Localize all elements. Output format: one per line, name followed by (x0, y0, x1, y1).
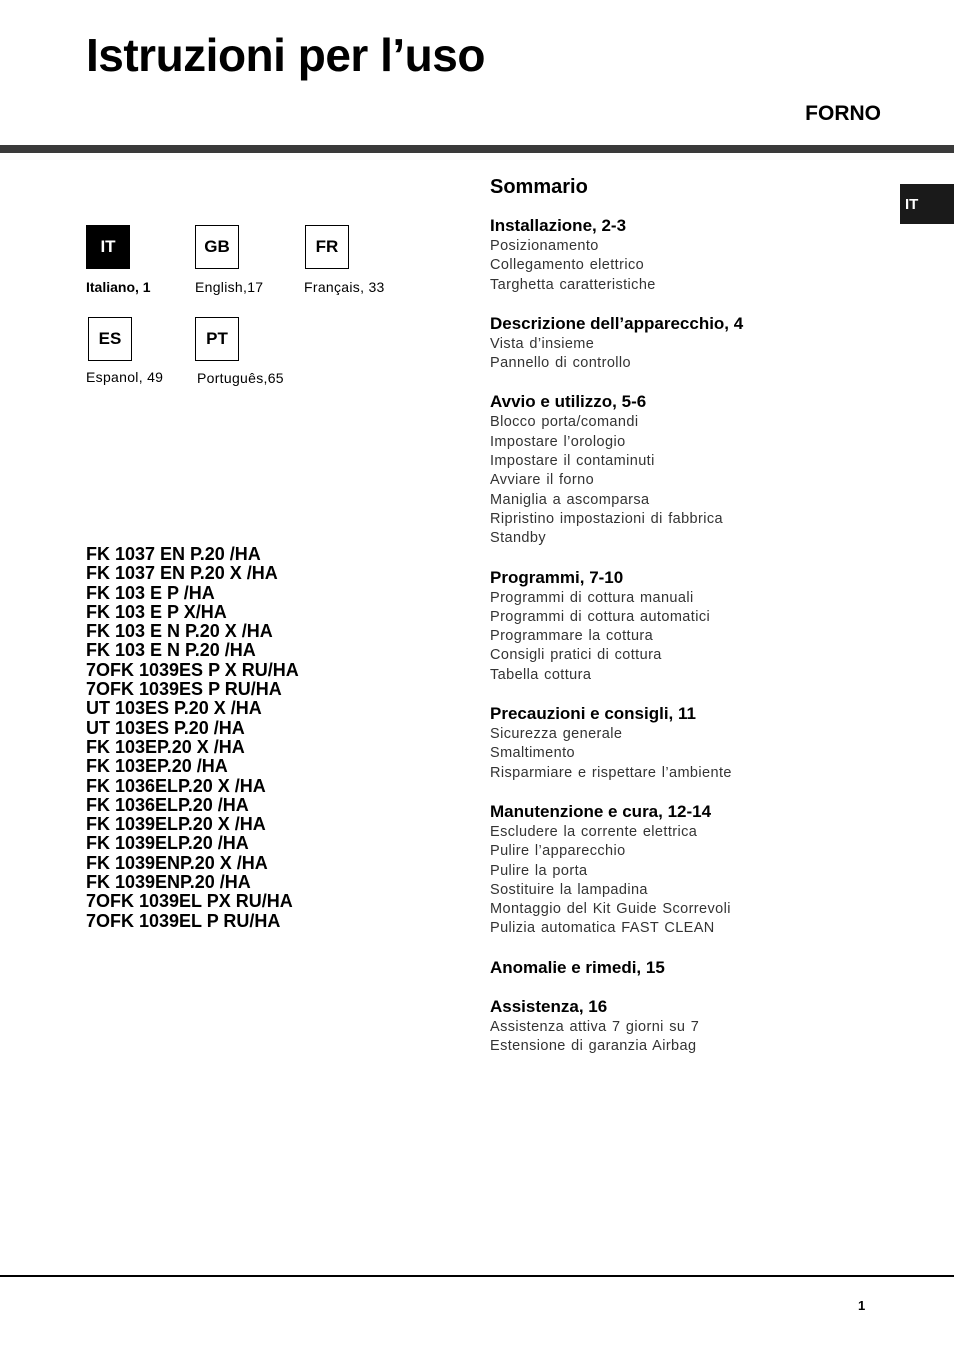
lang-label-gb[interactable]: English,17 (195, 279, 264, 295)
toc-item[interactable]: Programmi di cottura manuali (490, 589, 694, 606)
toc-section-title[interactable]: Avvio e utilizzo, 5-6 (490, 392, 647, 412)
toc-section-descrizione (490, 313, 890, 374)
toc-item[interactable]: Posizionamento (490, 238, 599, 254)
toc-item[interactable]: Programmare la cottura (490, 628, 654, 645)
model-item: FK 103EP.20 /HA (86, 756, 228, 777)
lang-box-fr[interactable]: FR (305, 225, 349, 269)
model-item: FK 1036ELP.20 X /HA (86, 775, 266, 796)
model-list (86, 545, 299, 931)
model-item: FK 1037 EN P.20 /HA (86, 544, 261, 564)
toc-section-title[interactable]: Programmi, 7-10 (490, 567, 624, 587)
lang-label-fr[interactable]: Français, 33 (304, 279, 385, 295)
toc-item[interactable]: Smaltimento (490, 745, 575, 762)
table-of-contents (490, 176, 890, 1074)
toc-item[interactable]: Maniglia a ascomparsa (490, 491, 650, 508)
toc-item[interactable]: Targhetta caratteristiche (490, 276, 656, 293)
toc-item[interactable]: Avviare il forno (490, 472, 595, 489)
toc-section-assistenza (490, 996, 890, 1057)
toc-title: Sommario (490, 176, 588, 198)
toc-item[interactable]: Impostare l’orologio (490, 433, 626, 450)
toc-section-avvio (490, 391, 890, 548)
toc-section-anomalie (490, 957, 890, 978)
lang-box-pt[interactable]: PT (195, 317, 239, 361)
toc-item[interactable]: Pulire l’apparecchio (490, 843, 626, 860)
toc-section-manutenzione (490, 801, 890, 939)
lang-box-gb[interactable]: GB (195, 225, 239, 269)
model-item: FK 1039ENP.20 /HA (86, 872, 251, 893)
model-item: UT 103ES P.20 X /HA (86, 698, 262, 719)
model-item: UT 103ES P.20 /HA (86, 717, 245, 738)
lang-label-pt[interactable]: Português,65 (197, 370, 284, 386)
toc-item[interactable]: Vista d’insieme (490, 335, 595, 352)
toc-item[interactable]: Impostare il contaminuti (490, 453, 655, 470)
toc-item[interactable]: Blocco porta/comandi (490, 414, 639, 431)
lang-box-it[interactable]: IT (86, 225, 130, 269)
model-item: FK 1037 EN P.20 X /HA (86, 563, 278, 584)
model-item: FK 103 E N P.20 X /HA (86, 621, 273, 642)
toc-item[interactable]: Escludere la corrente elettrica (490, 823, 698, 840)
model-item: FK 1039ELP.20 X /HA (86, 814, 266, 835)
toc-section-title[interactable]: Assistenza, 16 (490, 996, 608, 1016)
toc-item[interactable]: Sicurezza generale (490, 726, 623, 743)
lang-box-es[interactable]: ES (88, 317, 132, 361)
toc-section-title[interactable]: Precauzioni e consigli, 11 (490, 704, 696, 724)
toc-section-installazione (490, 215, 890, 295)
header-divider (0, 145, 954, 153)
model-item: FK 103 E P X/HA (86, 601, 227, 622)
model-item: FK 1036ELP.20 /HA (86, 794, 249, 815)
toc-item[interactable]: Assistenza attiva 7 giorni su 7 (490, 1018, 700, 1035)
toc-section-precauzioni (490, 703, 890, 783)
language-side-tab: IT (900, 184, 954, 224)
toc-item[interactable]: Montaggio del Kit Guide Scorrevoli (490, 901, 731, 918)
toc-item[interactable]: Standby (490, 530, 547, 547)
toc-section-title[interactable]: Manutenzione e cura, 12-14 (490, 801, 712, 821)
toc-item[interactable]: Consigli pratici di cottura (490, 647, 662, 664)
model-item: FK 103 E N P.20 /HA (86, 640, 256, 661)
toc-item[interactable]: Programmi di cottura automatici (490, 608, 711, 625)
lang-label-es[interactable]: Espanol, 49 (86, 369, 164, 385)
toc-item[interactable]: Tabella cottura (490, 666, 592, 683)
toc-item[interactable]: Ripristino impostazioni di fabbrica (490, 510, 723, 527)
toc-item[interactable]: Pulire la porta (490, 862, 588, 879)
product-name: FORNO (805, 102, 881, 125)
model-item: FK 1039ENP.20 X /HA (86, 852, 268, 873)
page-number: 1 (858, 1298, 866, 1313)
page-title: Istruzioni per l’uso (86, 29, 485, 81)
model-item: 7OFK 1039EL PX RU/HA (86, 891, 293, 912)
toc-item[interactable]: Collegamento elettrico (490, 257, 645, 274)
footer-divider (0, 1275, 954, 1277)
toc-section-title[interactable]: Installazione, 2-3 (490, 216, 627, 235)
model-item: FK 1039ELP.20 /HA (86, 833, 249, 854)
model-item: FK 103 E P /HA (86, 582, 215, 603)
toc-section-title[interactable]: Descrizione dell’apparecchio, 4 (490, 313, 744, 333)
toc-item[interactable]: Sostituire la lampadina (490, 881, 648, 898)
toc-item[interactable]: Pulizia automatica FAST CLEAN (490, 920, 715, 937)
model-item: FK 103EP.20 X /HA (86, 736, 245, 757)
toc-section-title[interactable]: Anomalie e rimedi, 15 (490, 957, 665, 977)
model-item: 7OFK 1039ES P RU/HA (86, 679, 282, 700)
model-item: 7OFK 1039EL P RU/HA (86, 910, 281, 931)
toc-item[interactable]: Risparmiare e rispettare l’ambiente (490, 764, 732, 781)
toc-item[interactable]: Pannello di controllo (490, 355, 631, 372)
toc-item[interactable]: Estensione di garanzia Airbag (490, 1038, 697, 1055)
toc-section-programmi (490, 567, 890, 685)
lang-label-it[interactable]: Italiano, 1 (86, 279, 151, 295)
model-item: 7OFK 1039ES P X RU/HA (86, 659, 299, 680)
